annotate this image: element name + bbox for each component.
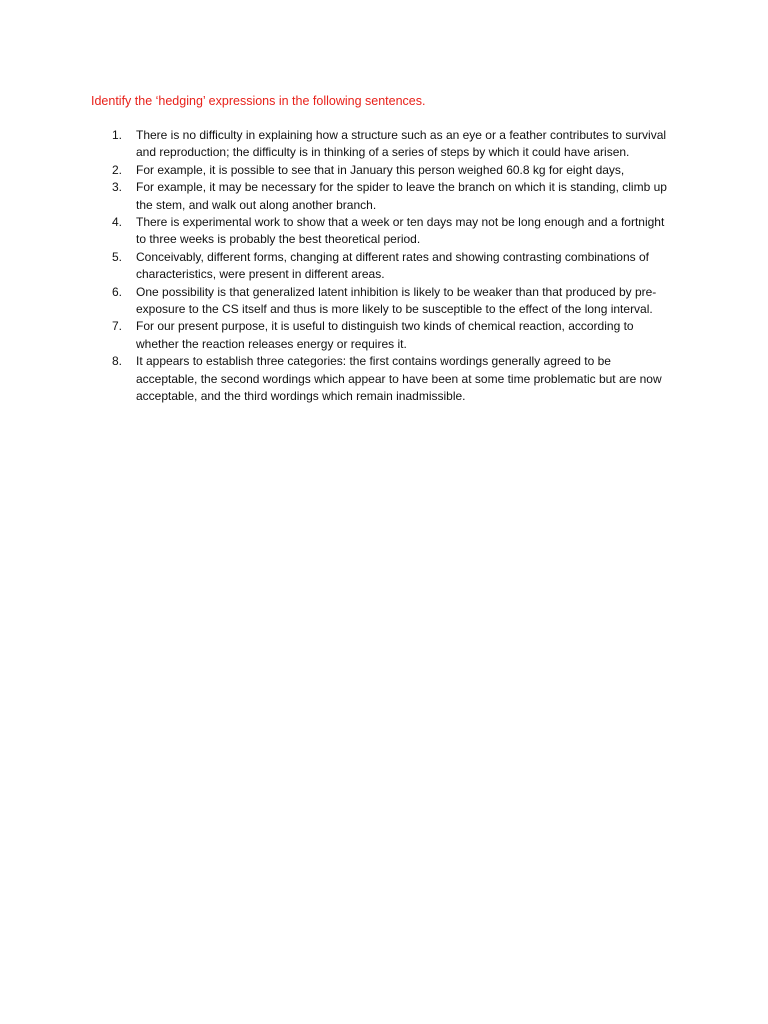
list-item	[107, 318, 672, 353]
list-item	[107, 353, 672, 405]
item-number: 5.	[112, 249, 123, 264]
sentence-list	[107, 127, 672, 406]
sentence-text: One possibility is that generalized latent inhibition is likely to be weaker than that produced by pre-exposure to the CS itself and thus is more likely to be susceptible to the effect of the long interval.	[136, 284, 657, 317]
sentence-text: For example, it is possible to see that in January this person weighed 60.8 kg for eight days,	[136, 162, 625, 177]
instruction-heading: Identify the ‘hedging’ expressions in the following sentences.	[91, 94, 426, 108]
list-item	[107, 179, 672, 214]
list-item	[107, 284, 672, 319]
item-number: 2.	[112, 162, 123, 177]
item-number: 6.	[112, 284, 123, 299]
sentence-text: It appears to establish three categories: the first contains wordings generally agreed to be acceptable, the second wordings which appear to have been at some time problematic but are now acceptable, and the third wordings which remain inadmissible.	[136, 354, 662, 404]
sentence-text: There is no difficulty in explaining how a structure such as an eye or a feather contributes to survival and reproduction; the difficulty is in thinking of a series of steps by which it could have arisen.	[136, 128, 667, 160]
list-item	[107, 127, 672, 162]
list-item	[107, 249, 672, 284]
item-number: 1.	[112, 128, 123, 142]
item-number: 3.	[112, 180, 123, 195]
item-number: 7.	[112, 319, 123, 334]
list-item	[107, 214, 672, 249]
sentence-text: For example, it may be necessary for the spider to leave the branch on which it is standing, climb up the stem, and walk out along another branch.	[136, 180, 667, 212]
sentence-text: Conceivably, different forms, changing at different rates and showing contrasting combinations of characteristics, were present in different areas.	[136, 249, 649, 282]
sentence-text: For our present purpose, it is useful to distinguish two kinds of chemical reaction, according to whether the reaction releases energy or requires it.	[136, 319, 634, 351]
list-item	[107, 162, 672, 179]
item-number: 8.	[112, 354, 123, 369]
item-number: 4.	[112, 215, 123, 230]
sentence-text: There is experimental work to show that a week or ten days may not be long enough and a fortnight to three weeks is probably the best theoretical period.	[136, 215, 665, 247]
